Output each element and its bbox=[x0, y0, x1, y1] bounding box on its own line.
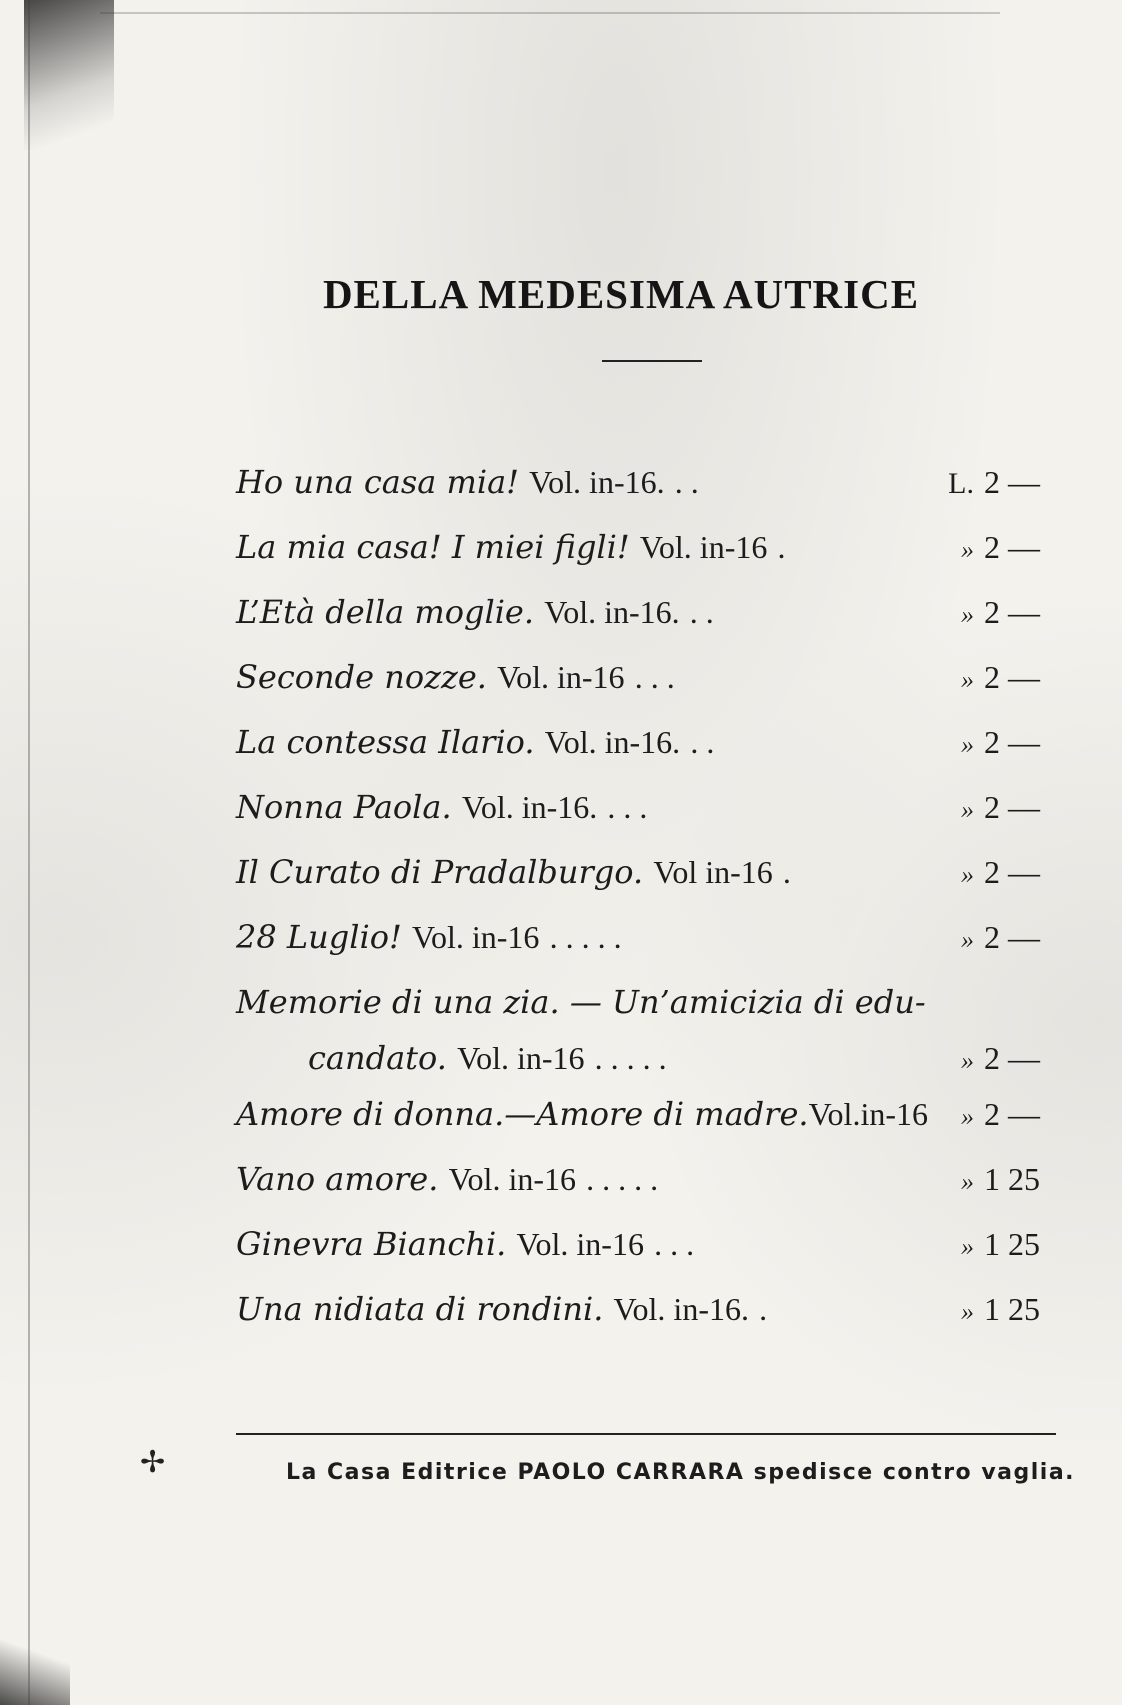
book-price bbox=[936, 657, 1056, 700]
book-format: Vol. in-16. bbox=[544, 594, 680, 630]
price-value: 1 25 bbox=[984, 1291, 1040, 1327]
title-divider bbox=[602, 360, 702, 362]
leader-dots: . bbox=[782, 854, 791, 890]
footer-divider bbox=[236, 1433, 1056, 1435]
book-price bbox=[936, 1289, 1056, 1332]
price-value: 1 25 bbox=[984, 1226, 1040, 1262]
leader-dots: . bbox=[777, 529, 786, 565]
book-format: Vol. in-16 bbox=[412, 919, 540, 955]
book-price bbox=[936, 1094, 1056, 1137]
scan-smudge-bottom bbox=[0, 1635, 70, 1705]
ditto-mark: » bbox=[961, 535, 974, 564]
ditto-mark: » bbox=[961, 860, 974, 889]
book-price bbox=[936, 527, 1056, 570]
book-format: Vol.in-16 bbox=[808, 1096, 928, 1132]
book-entry bbox=[236, 1159, 1056, 1224]
book-entry bbox=[236, 982, 1056, 1094]
ditto-mark: » bbox=[961, 925, 974, 954]
publisher-note: La Casa Editrice PAOLO CARRARA spedisce contro vaglia. bbox=[286, 1460, 1076, 1485]
book-title-line2: candato. bbox=[308, 1039, 447, 1077]
book-format: Vol. in-16 bbox=[516, 1226, 644, 1262]
currency-mark: L. bbox=[948, 467, 974, 500]
page-edge-left bbox=[28, 0, 30, 1705]
book-title: Ho una casa mia! bbox=[236, 463, 519, 501]
book-price bbox=[936, 1159, 1056, 1202]
book-format: Vol. in-16 bbox=[448, 1161, 576, 1197]
ditto-mark: » bbox=[961, 795, 974, 824]
price-value: 2 — bbox=[984, 659, 1040, 695]
price-value: 2 — bbox=[984, 724, 1040, 760]
book-format: Vol. in-16. bbox=[529, 464, 665, 500]
book-price bbox=[936, 592, 1056, 635]
price-value: 2 — bbox=[984, 594, 1040, 630]
book-list bbox=[236, 462, 1056, 1354]
book-price bbox=[936, 462, 1056, 504]
price-value: 2 — bbox=[984, 464, 1040, 500]
leader-dots: . . bbox=[674, 464, 699, 500]
ditto-mark: » bbox=[961, 1297, 974, 1326]
book-title: Vano amore. bbox=[236, 1160, 439, 1198]
ditto-mark: » bbox=[961, 730, 974, 759]
book-title-continuation bbox=[308, 1038, 667, 1078]
leader-dots: . . . . . bbox=[594, 1040, 667, 1076]
book-price bbox=[936, 722, 1056, 765]
book-format: Vol in-16 bbox=[653, 854, 773, 890]
book-title: Il Curato di Pradalburgo. bbox=[236, 853, 644, 891]
price-value: 2 — bbox=[984, 919, 1040, 955]
price-value: 2 — bbox=[984, 789, 1040, 825]
price-value: 2 — bbox=[984, 854, 1040, 890]
price-value: 2 — bbox=[984, 1096, 1040, 1132]
ditto-mark: » bbox=[961, 1167, 974, 1196]
book-title: Nonna Paola. bbox=[236, 788, 452, 826]
book-price bbox=[936, 787, 1056, 830]
page-title: DELLA MEDESIMA AUTRICE bbox=[322, 271, 920, 317]
book-title: 28 Luglio! bbox=[236, 918, 402, 956]
book-title: Seconde nozze. bbox=[236, 658, 487, 696]
leader-dots: . . . bbox=[634, 659, 675, 695]
book-format: Vol. in-16. bbox=[461, 789, 598, 825]
book-entry bbox=[236, 1094, 1056, 1159]
book-price bbox=[936, 1224, 1056, 1267]
book-price bbox=[936, 917, 1056, 960]
page-edge-top bbox=[100, 12, 1000, 14]
price-value: 2 — bbox=[984, 1040, 1040, 1076]
leader-dots: . . . . . bbox=[586, 1161, 659, 1197]
margin-mark: ✢ bbox=[140, 1445, 166, 1480]
book-format: Vol. in-16. bbox=[613, 1291, 749, 1327]
scan-smudge-top bbox=[24, 0, 114, 150]
leader-dots: . . . bbox=[654, 1226, 695, 1262]
book-format: Vol. in-16 bbox=[497, 659, 625, 695]
leader-dots: . . bbox=[690, 724, 715, 760]
leader-dots: . . . bbox=[607, 789, 648, 825]
price-value: 2 — bbox=[984, 529, 1040, 565]
book-entry bbox=[236, 1289, 1056, 1354]
book-entry bbox=[236, 462, 1056, 527]
book-entry bbox=[236, 592, 1056, 657]
book-title: L’Età della moglie. bbox=[236, 593, 535, 631]
leader-dots: . . . . . bbox=[549, 919, 622, 955]
ditto-mark: » bbox=[961, 1232, 974, 1261]
book-format: Vol. in-16 bbox=[639, 529, 768, 565]
leader-dots: . . bbox=[689, 594, 714, 630]
book-title: Amore di donna.—Amore di madre. bbox=[236, 1095, 809, 1133]
ditto-mark: » bbox=[961, 600, 974, 629]
book-entry bbox=[236, 917, 1056, 982]
ditto-mark: » bbox=[961, 1102, 974, 1131]
book-title: Una nidiata di rondini. bbox=[236, 1290, 604, 1328]
book-format: Vol. in-16 bbox=[457, 1040, 585, 1076]
book-title: La mia casa! I miei figli! bbox=[236, 528, 630, 566]
ditto-mark: » bbox=[961, 1046, 974, 1075]
price-value: 1 25 bbox=[984, 1161, 1040, 1197]
book-entry bbox=[236, 527, 1056, 592]
book-entry bbox=[236, 1224, 1056, 1289]
book-price bbox=[936, 1038, 1056, 1081]
leader-dots: . bbox=[759, 1291, 768, 1327]
book-price bbox=[936, 852, 1056, 895]
book-entry bbox=[236, 787, 1056, 852]
book-title: Ginevra Bianchi. bbox=[236, 1225, 507, 1263]
book-title: La contessa Ilario. bbox=[236, 723, 535, 761]
ditto-mark: » bbox=[961, 665, 974, 694]
book-entry bbox=[236, 657, 1056, 722]
book-entry bbox=[236, 722, 1056, 787]
book-format: Vol. in-16. bbox=[544, 724, 681, 760]
book-title-line1: Memorie di una zia. — Un’amicizia di edu- bbox=[236, 983, 926, 1021]
book-entry bbox=[236, 852, 1056, 917]
